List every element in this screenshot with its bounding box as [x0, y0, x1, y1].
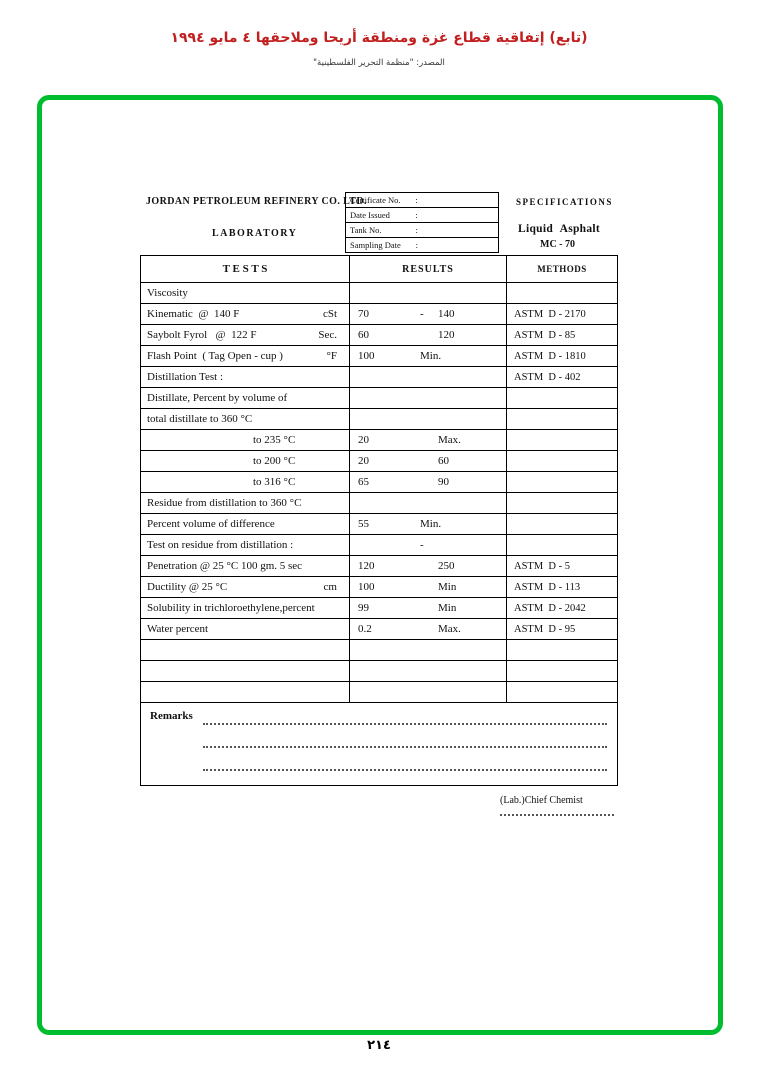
test-name: Distillate, Percent by volume of	[147, 392, 288, 404]
method-cell: ASTM D - 85	[506, 325, 617, 345]
method-cell: ASTM D - 95	[506, 619, 617, 639]
method-cell: ASTM D - 1810	[506, 346, 617, 366]
certificate-field-row	[346, 208, 498, 223]
test-name: Residue from distillation to 360 °C	[147, 497, 302, 509]
certificate-field-label: Date Issued :	[350, 210, 418, 220]
remarks-dotted-line	[203, 746, 607, 748]
table-row	[141, 513, 617, 534]
result-cell	[349, 346, 506, 366]
test-name: Water percent	[147, 623, 209, 635]
result-value: 55	[358, 518, 369, 530]
test-name: Distillation Test :	[147, 371, 224, 383]
test-name: Flash Point ( Tag Open - cup )	[147, 350, 283, 362]
column-header-results: RESULTS	[349, 256, 506, 282]
remarks-label: Remarks	[150, 710, 193, 722]
test-name: total distillate to 360 °C	[147, 413, 253, 425]
test-cell	[141, 640, 349, 660]
product-name: Liquid Asphalt	[518, 223, 601, 235]
result-cell	[349, 535, 506, 555]
result-value: 65	[358, 476, 369, 488]
method-cell	[506, 409, 617, 429]
result-cell	[349, 472, 506, 492]
method-cell: ASTM D - 2170	[506, 304, 617, 324]
method-cell	[506, 430, 617, 450]
test-name: Percent volume of difference	[147, 518, 275, 530]
method-cell	[506, 661, 617, 681]
result-cell	[349, 619, 506, 639]
method-cell	[506, 451, 617, 471]
result-limit: 120	[438, 329, 455, 341]
result-value: 100	[358, 581, 375, 593]
test-cell	[141, 367, 349, 387]
result-limit: 250	[438, 560, 455, 572]
test-unit: Sec.	[318, 329, 337, 341]
table-row	[141, 324, 617, 345]
result-value: 0.2	[358, 623, 372, 635]
result-cell	[349, 556, 506, 576]
page-title-arabic: (تابع) إتفاقية قطاع غزة ومنطقة أريحا وملاحقها ٤ مايو ١٩٩٤	[170, 30, 588, 46]
test-cell	[141, 661, 349, 681]
remarks-section	[140, 703, 618, 786]
method-cell: ASTM D - 402	[506, 367, 617, 387]
table-row	[141, 303, 617, 324]
page-number-arabic: ٢١٤	[367, 1038, 391, 1053]
test-cell	[141, 472, 349, 492]
certificate-field-label: Certificate No. :	[350, 195, 418, 205]
test-cell	[141, 535, 349, 555]
result-value: 20	[358, 434, 369, 446]
result-cell	[349, 598, 506, 618]
remarks-dotted-line	[203, 723, 607, 725]
test-name: Viscosity	[147, 287, 188, 299]
result-limit: Min	[438, 602, 457, 614]
certificate-field-row	[346, 223, 498, 238]
test-name: Penetration @ 25 °C 100 gm. 5 sec	[147, 560, 303, 572]
product-grade: MC - 70	[540, 239, 575, 250]
certificate-fields-box	[345, 192, 499, 253]
table-row	[141, 450, 617, 471]
result-cell	[349, 514, 506, 534]
table-row	[141, 576, 617, 597]
result-cell	[349, 367, 506, 387]
result-mid: -	[420, 539, 424, 551]
method-cell	[506, 640, 617, 660]
table-row	[141, 345, 617, 366]
result-value: 20	[358, 455, 369, 467]
result-mid: Min.	[420, 518, 442, 530]
test-cell	[141, 577, 349, 597]
result-value: 120	[358, 560, 375, 572]
test-name: to 200 °C	[253, 455, 296, 467]
result-cell	[349, 661, 506, 681]
table-body	[141, 282, 617, 702]
test-cell	[141, 304, 349, 324]
test-cell	[141, 283, 349, 303]
signature-dotted-line	[500, 814, 614, 816]
test-cell	[141, 598, 349, 618]
result-mid: -	[420, 308, 424, 320]
signature-label: (Lab.)Chief Chemist	[500, 795, 583, 806]
table-row	[141, 282, 617, 303]
result-limit: Max.	[438, 434, 461, 446]
column-header-methods: METHODS	[506, 256, 617, 282]
table-row	[141, 429, 617, 450]
test-cell	[141, 325, 349, 345]
results-table	[140, 255, 618, 703]
result-value: 100	[358, 350, 375, 362]
table-row	[141, 471, 617, 492]
method-cell: ASTM D - 2042	[506, 598, 617, 618]
test-cell	[141, 388, 349, 408]
table-row	[141, 639, 617, 660]
table-row	[141, 366, 617, 387]
test-name: to 235 °C	[253, 434, 296, 446]
result-mid: Min.	[420, 350, 442, 362]
test-cell	[141, 682, 349, 702]
certificate-field-row	[346, 238, 498, 252]
test-name: Kinematic @ 140 F	[147, 308, 240, 320]
test-cell	[141, 556, 349, 576]
remarks-dotted-line	[203, 769, 607, 771]
test-name: Saybolt Fyrol @ 122 F	[147, 329, 257, 341]
method-cell: ASTM D - 5	[506, 556, 617, 576]
result-cell	[349, 640, 506, 660]
table-header-row	[141, 256, 617, 282]
test-name: Ductility @ 25 °C	[147, 581, 228, 593]
method-cell	[506, 682, 617, 702]
table-row	[141, 492, 617, 513]
method-cell	[506, 493, 617, 513]
result-cell	[349, 430, 506, 450]
table-row	[141, 555, 617, 576]
result-cell	[349, 325, 506, 345]
method-cell	[506, 283, 617, 303]
result-cell	[349, 283, 506, 303]
result-limit: 60	[438, 455, 449, 467]
result-cell	[349, 304, 506, 324]
specifications-title: SPECIFICATIONS	[516, 197, 613, 207]
result-limit: 140	[438, 308, 455, 320]
laboratory-label: LABORATORY	[212, 228, 298, 239]
test-cell	[141, 451, 349, 471]
result-cell	[349, 682, 506, 702]
result-cell	[349, 493, 506, 513]
table-row	[141, 408, 617, 429]
test-unit: cSt	[322, 308, 337, 320]
table-row	[141, 597, 617, 618]
test-cell	[141, 409, 349, 429]
method-cell: ASTM D - 113	[506, 577, 617, 597]
source-line-arabic: المصدر: "منظمة التحرير الفلسطينية"	[313, 58, 445, 68]
result-value: 99	[358, 602, 369, 614]
table-row	[141, 618, 617, 639]
test-cell	[141, 619, 349, 639]
result-limit: 90	[438, 476, 449, 488]
test-cell	[141, 493, 349, 513]
certificate-field-label: Tank No. :	[350, 225, 418, 235]
method-cell	[506, 514, 617, 534]
test-name: Solubility in trichloroethylene,percent	[147, 602, 315, 614]
result-value: 60	[358, 329, 369, 341]
result-limit: Min	[438, 581, 457, 593]
table-row	[141, 660, 617, 681]
result-cell	[349, 409, 506, 429]
result-cell	[349, 451, 506, 471]
test-unit: cm	[323, 581, 337, 593]
document-frame	[37, 95, 723, 1035]
certificate-field-label: Sampling Date :	[350, 240, 418, 250]
result-limit: Max.	[438, 623, 461, 635]
test-name: Test on residue from distillation :	[147, 539, 294, 551]
test-name: to 316 °C	[253, 476, 296, 488]
table-row	[141, 681, 617, 702]
result-cell	[349, 388, 506, 408]
certificate-field-row	[346, 193, 498, 208]
test-cell	[141, 346, 349, 366]
method-cell	[506, 472, 617, 492]
result-cell	[349, 577, 506, 597]
result-value: 70	[358, 308, 369, 320]
method-cell	[506, 388, 617, 408]
table-row	[141, 534, 617, 555]
test-unit: °F	[326, 350, 337, 362]
company-name: JORDAN PETROLEUM REFINERY CO. LTD.	[146, 196, 367, 207]
test-cell	[141, 430, 349, 450]
method-cell	[506, 535, 617, 555]
test-cell	[141, 514, 349, 534]
column-header-tests: T E S T S	[222, 263, 268, 275]
table-row	[141, 387, 617, 408]
